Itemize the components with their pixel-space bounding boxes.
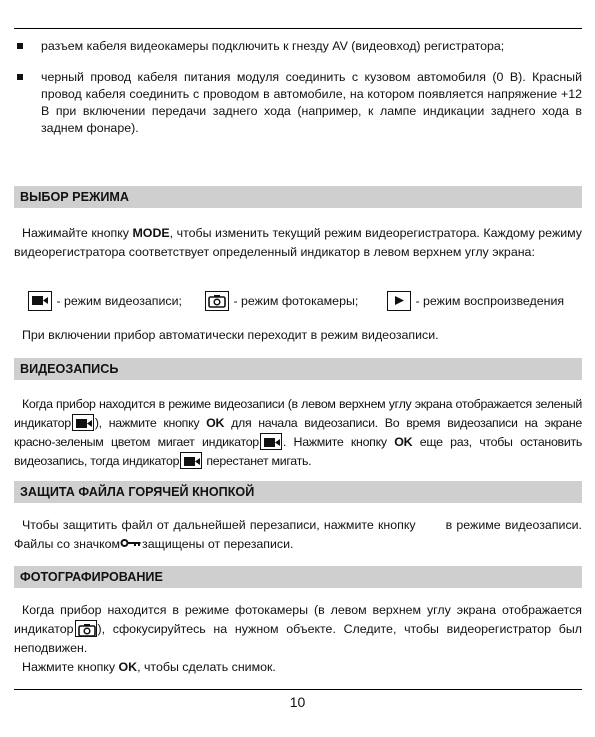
bullet-icon: [17, 74, 23, 80]
legend-photo-label: - режим фотокамеры;: [233, 294, 359, 308]
legend-playback: [386, 291, 564, 311]
bullet-icon: [17, 43, 23, 49]
mode-key-label: MODE: [132, 226, 170, 240]
section-heading-mode: ВЫБОР РЕЖИМА: [14, 186, 582, 208]
protect-text-1: Чтобы защитить файл от дальнейшей перезаписи, нажмите кнопку: [22, 518, 416, 532]
video-text-4: . Нажмите кнопку: [282, 435, 395, 449]
mode-intro: [14, 224, 582, 262]
mode-note: [14, 326, 582, 345]
video-camera-icon: [260, 433, 282, 450]
video-paragraph: [14, 395, 582, 471]
protect-paragraph: [14, 516, 582, 554]
mode-intro-rest: , чтобы изменить текущий режим видеорегистратора. Каждому режиму видеорегистратора соответствует определенный индикатор в левом верхнем углу экрана:: [14, 226, 583, 259]
mode-intro-text: Нажимайте кнопку: [22, 226, 133, 240]
video-text-1: Когда прибор находится в режиме видеозаписи (в левом верхнем углу экрана отображается зеленый индикатор: [14, 397, 582, 430]
mode-note-text: При включении прибор автоматически переходит в режим видеозаписи.: [22, 328, 439, 342]
video-text-2: ), нажмите кнопку: [94, 416, 207, 430]
legend-video-label: - режим видеозаписи;: [56, 294, 182, 308]
key-icon: [120, 535, 142, 554]
legend-photo: [204, 291, 358, 311]
photo-camera-icon: [205, 291, 229, 311]
video-camera-icon: [180, 452, 202, 469]
mode-legend: [14, 291, 582, 313]
ok-key-label: OK: [394, 435, 413, 449]
ok-key-label: OK: [206, 416, 225, 430]
video-camera-icon: [72, 414, 94, 431]
legend-playback-label: - режим воспроизведения: [415, 294, 565, 308]
bullet-text: черный провод кабеля питания модуля соединить с кузовом автомобиля (0 В). Красный провод кабеля соединить с проводом в автомобиле, на котором появляется напряжение +12 В при включении передачи заднего хода (например, к лампе индикации заднего хода в заднем фонаре).: [41, 70, 582, 135]
photo-text-3: Нажмите кнопку: [22, 660, 119, 674]
section-heading-video: ВИДЕОЗАПИСЬ: [14, 358, 582, 380]
list-item: [14, 38, 582, 55]
play-icon: [387, 291, 411, 311]
video-text-3: для начала видеозаписи. Во время видеозаписи на экране красно-зеленым цветом мигает индикатор: [14, 416, 583, 449]
photo-text-2: ), сфокусируйтесь на нужном объекте. Следите, чтобы видеорегистратор был неподвижен.: [14, 622, 582, 655]
protect-text-3: защищены от перезаписи.: [142, 537, 294, 551]
photo-paragraph: [14, 601, 582, 677]
bullet-text: разъем кабеля видеокамеры подключить к гнезду AV (видеовход) регистратора;: [41, 39, 505, 53]
bottom-rule: [14, 689, 582, 690]
photo-text-1: Когда прибор находится в режиме фотокамеры (в левом верхнем углу экрана отображается индикатор: [14, 603, 582, 636]
list-item: [14, 69, 582, 137]
page-number: 10: [289, 694, 306, 710]
video-camera-icon: [28, 291, 52, 311]
ok-key-label: OK: [118, 660, 138, 674]
protect-text-2: в режиме видеозаписи. Файлы со значком: [14, 518, 583, 551]
photo-camera-icon: [75, 620, 97, 637]
photo-text-4: , чтобы сделать снимок.: [137, 660, 276, 674]
video-text-5: еще раз, чтобы остановить видеозапись, тогда индикатор: [14, 435, 582, 468]
top-rule: [14, 28, 582, 29]
video-text-6: перестанет мигать.: [203, 454, 312, 468]
section-heading-protect: ЗАЩИТА ФАЙЛА ГОРЯЧЕЙ КНОПКОЙ: [14, 481, 582, 503]
section-heading-photo: ФОТОГРАФИРОВАНИЕ: [14, 566, 582, 588]
legend-video: [27, 291, 182, 311]
